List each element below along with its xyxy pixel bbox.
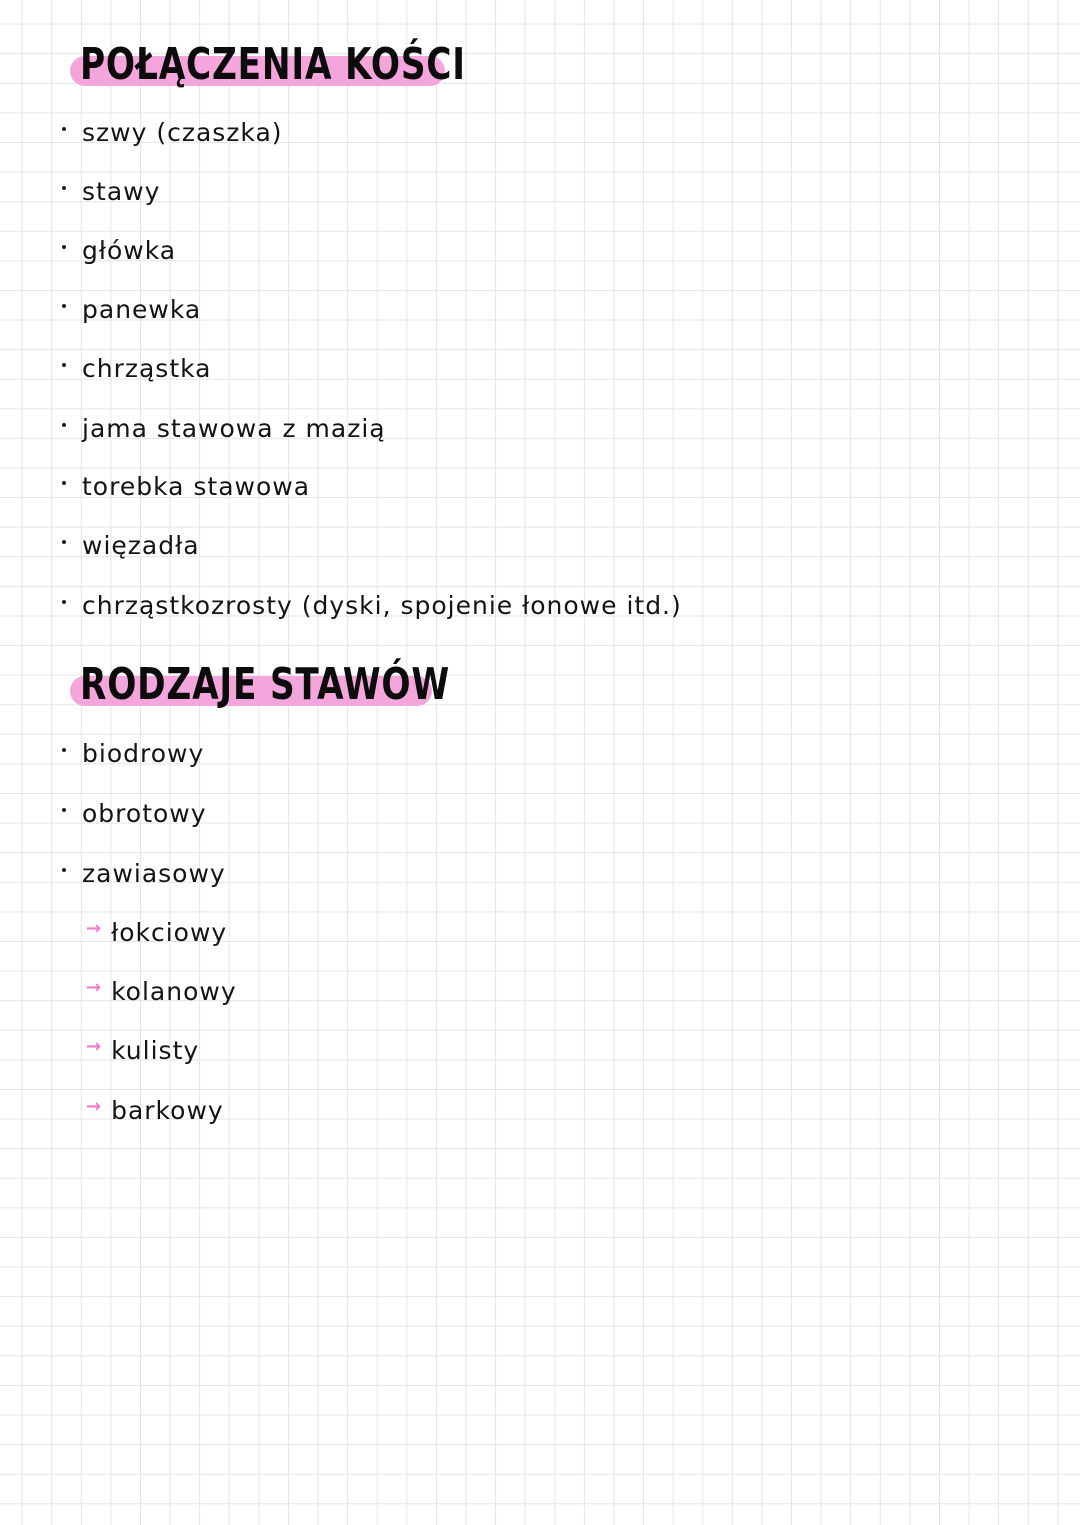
bullet-dot-icon — [62, 540, 66, 544]
bullet-dot-icon — [62, 423, 66, 427]
sub-list-item-label: kolanowy — [111, 976, 237, 1006]
list-item-label: biodrowy — [82, 738, 205, 768]
sub-list-item — [86, 1090, 224, 1130]
list-item — [62, 408, 386, 448]
section-heading-rodzaje-stawow — [70, 659, 451, 710]
list-item-label: więzadła — [82, 530, 200, 560]
list-item-label: główka — [82, 235, 177, 265]
bullet-dot-icon — [62, 245, 66, 249]
bullet-dot-icon — [62, 481, 66, 485]
list-item — [62, 289, 201, 329]
list-item-label: obrotowy — [82, 798, 207, 828]
bullet-dot-icon — [62, 748, 66, 752]
list-item-label: chrząstkozrosty (dyski, spojenie łonowe itd.) — [82, 590, 682, 620]
bullet-dot-icon — [62, 127, 66, 131]
bullet-dot-icon — [62, 304, 66, 308]
bullet-dot-icon — [62, 363, 66, 367]
list-item — [62, 853, 226, 893]
bullet-dot-icon — [62, 868, 66, 872]
list-item-label: jama stawowa z mazią — [82, 413, 386, 443]
sub-list-item-label: łokciowy — [111, 917, 228, 947]
list-item-label: panewka — [82, 294, 202, 324]
arrow-right-icon: → — [86, 976, 102, 998]
arrow-right-icon: → — [86, 1035, 102, 1057]
list-item — [62, 348, 212, 388]
sub-list-item-label: kulisty — [111, 1035, 200, 1065]
list-item — [62, 793, 207, 833]
bullet-dot-icon — [62, 808, 66, 812]
list-item — [62, 733, 204, 773]
sub-list-item-label: barkowy — [111, 1095, 224, 1125]
list-item-label: torebka stawowa — [82, 471, 311, 501]
arrow-right-icon: → — [86, 1095, 102, 1117]
heading-title: RODZAJE STAWÓW — [80, 659, 451, 710]
list-item — [62, 171, 160, 211]
sub-list-item — [86, 1030, 199, 1070]
bullet-dot-icon — [62, 600, 66, 604]
list-item-label: szwy (czaszka) — [82, 117, 283, 147]
bullet-dot-icon — [62, 186, 66, 190]
list-item — [62, 585, 682, 625]
list-item — [62, 466, 310, 506]
sub-list-item — [86, 971, 237, 1011]
list-item-label: zawiasowy — [82, 858, 226, 888]
list-item — [62, 230, 176, 270]
list-item — [62, 525, 200, 565]
section-heading-polaczenia-kosci — [70, 39, 466, 90]
heading-title: POŁĄCZENIA KOŚCI — [80, 39, 466, 90]
list-item — [62, 112, 283, 152]
sub-list-item — [86, 912, 227, 952]
list-item-label: chrząstka — [82, 353, 212, 383]
arrow-right-icon: → — [86, 917, 102, 939]
list-item-label: stawy — [82, 176, 161, 206]
